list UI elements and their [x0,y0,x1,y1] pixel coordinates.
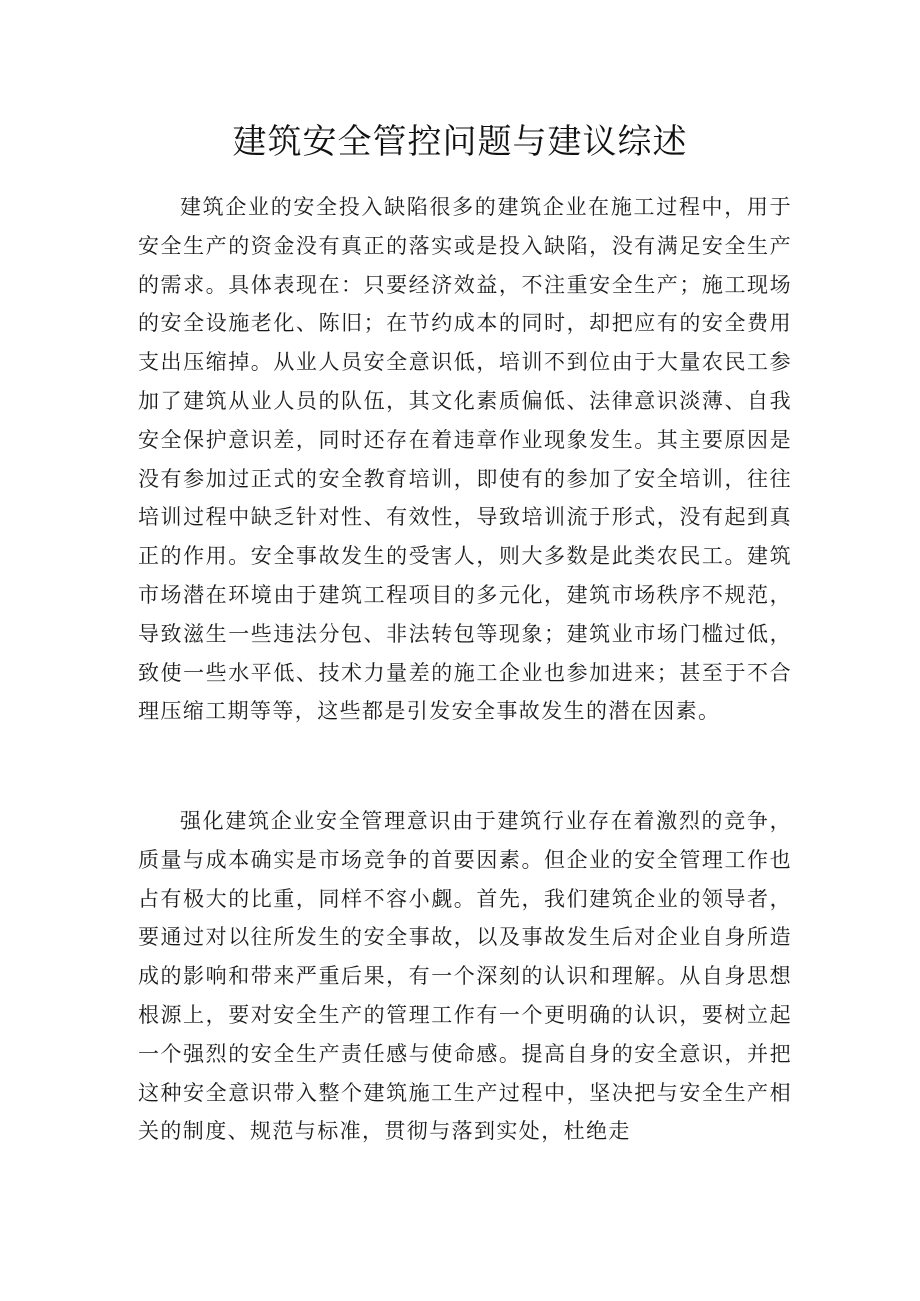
document-title: 建筑安全管控问题与建议综述 [232,122,688,162]
body-paragraph-2: 强化建筑企业安全管理意识由于建筑行业存在着激烈的竞争，质量与成本确实是市场竞争的首要因素。但企业的安全管理工作也占有极大的比重，同样不容小觑。首先，我们建筑企业的领导者，要通过对以往所发生的安全事故，以及事故发生后对企业自身所造成的影响和带来严重后果，有一个深刻的认识和理解。从自身思想根源上，要对安全生产的管理工作有一个更明确的认识，要树立起一个强烈的安全生产责任感与使命感。提高自身的安全意识，并把这种安全意识带入整个建筑施工生产过程中，坚决把与安全生产相关的制度、规范与标准，贯彻与落到实处，杜绝走 [138,809,792,1144]
body-paragraph-1: 建筑企业的安全投入缺陷很多的建筑企业在施工过程中，用于安全生产的资金没有真正的落实或是投入缺陷，没有满足安全生产的需求。具体表现在：只要经济效益，不注重安全生产；施工现场的安全设施老化、陈旧；在节约成本的同时，却把应有的安全费用支出压缩掉。从业人员安全意识低，培训不到位由于大量农民工参加了建筑从业人员的队伍，其文化素质偏低、法律意识淡薄、自我安全保护意识差，同时还存在着违章作业现象发生。其主要原因是没有参加过正式的安全教育培训，即使有的参加了安全培训，往往培训过程中缺乏针对性、有效性，导致培训流于形式，没有起到真正的作用。安全事故发生的受害人，则大多数是此类农民工。建筑市场潜在环境由于建筑工程项目的多元化，建筑市场秩序不规范，导致滋生一些违法分包、非法转包等现象；建筑业市场门槛过低，致使一些水平低、技术力量差的施工企业也参加进来；甚至于不合理压缩工期等等，这些都是引发安全事故发生的潜在因素。 [138,195,792,724]
